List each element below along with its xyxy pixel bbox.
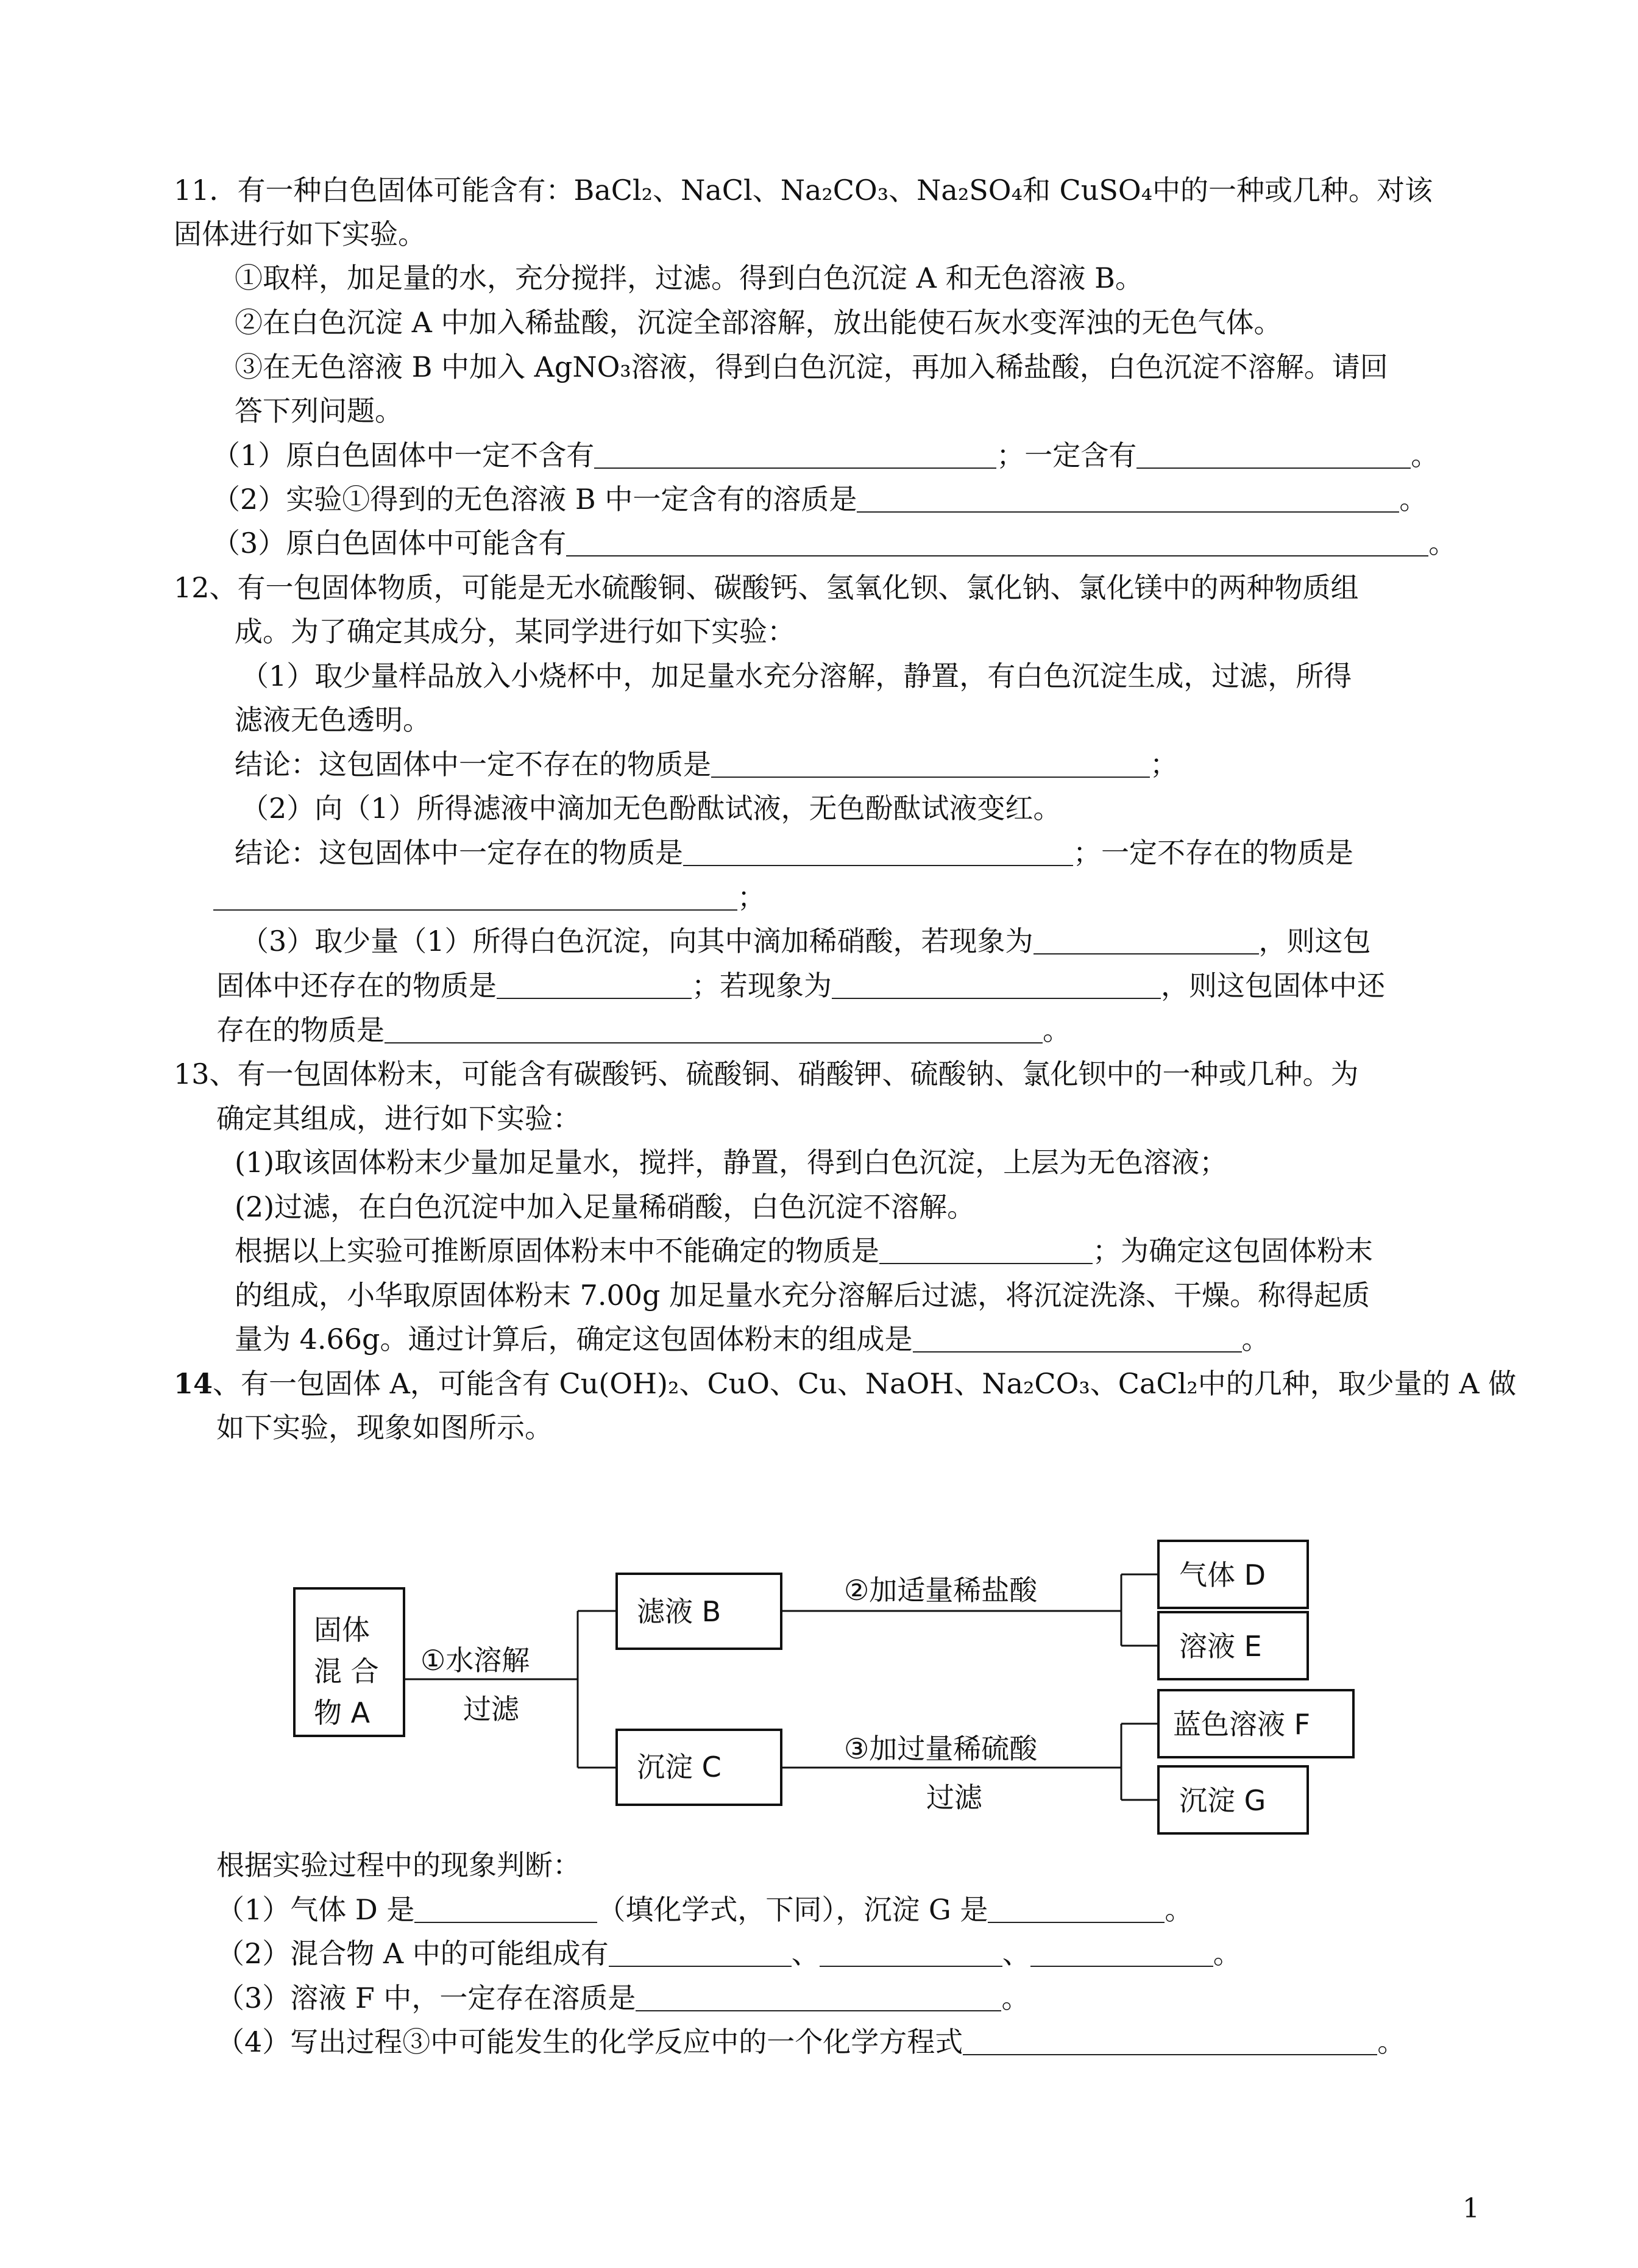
q14-a1-end: 。 [1165, 1893, 1193, 1926]
q14-intro-line2: 如下实验，现象如图所示。 [216, 1411, 553, 1444]
answer-blank[interactable] [609, 1941, 792, 1967]
q12-p3-text4: ；若现象为 [692, 969, 832, 1002]
q12-p3-text6: 存在的物质是 [216, 1014, 385, 1047]
q14-answer1 [216, 1891, 1193, 1928]
q11-step3-line1: ③在无色溶液 B 中加入 AgNO₃溶液，得到白色沉淀，再加入稀盐酸，白色沉淀不溶解。请回 [235, 350, 1388, 383]
q14-intro-text: 、有一包固体 A，可能含有 Cu(OH)₂、CuO、Cu、NaOH、Na₂CO₃、CaCl₂中的几种，取少量的 A 做 [213, 1367, 1517, 1400]
label-step1-sub: 过滤 [463, 1693, 519, 1726]
q14-a3-end: 。 [1001, 1982, 1030, 2014]
q14-a2-sep1: 、 [791, 1937, 820, 1970]
q13-intro-line2: 确定其组成，进行如下实验： [216, 1102, 581, 1135]
q11-q3-text: （3）原白色固体中可能含有 [212, 527, 567, 560]
q12-p3-text2: ，则这包 [1258, 925, 1371, 958]
q14-answer3 [216, 1980, 1029, 2016]
label-step3-sub: 过滤 [926, 1781, 982, 1814]
q12-c1-text: 结论：这包固体中一定不存在的物质是 [235, 748, 711, 781]
answer-blank[interactable] [988, 1897, 1165, 1923]
q14-a3-text: （3）溶液 F 中，一定存在溶质是 [216, 1982, 636, 2014]
q13-step1: (1)取该固体粉末少量加足量水，搅拌，静置，得到白色沉淀，上层为无色溶液； [235, 1146, 1228, 1179]
label-e: 溶液 E [1179, 1630, 1262, 1663]
label-a-line3: 物 A [314, 1696, 370, 1729]
q11-q2-end: 。 [1399, 483, 1428, 516]
answer-blank[interactable] [820, 1941, 1002, 1967]
q11-q2-text: （2）实验①得到的无色溶液 B 中一定含有的溶质是 [212, 483, 857, 516]
answer-blank[interactable] [963, 2030, 1377, 2055]
q14-a4-text: （4）写出过程③中可能发生的化学反应中的一个化学方程式 [216, 2025, 963, 2058]
q13-text-line2: 的组成，小华取原固体粉末 7.00g 加足量水充分溶解后过滤，将沉淀洗涤、干燥。称得起质 [235, 1279, 1370, 1312]
q13-t3-text: 量为 4.66g。通过计算后，确定这包固体粉末的组成是 [235, 1323, 913, 1356]
q14-number: 14 [174, 1367, 213, 1400]
q14-a1-text2: （填化学式，下同），沉淀 G 是 [597, 1893, 988, 1926]
q11-q3-end: 。 [1428, 527, 1457, 560]
page-number: 1 [1462, 2193, 1480, 2224]
q12-intro-line2: 成。为了确定其成分，某同学进行如下实验： [235, 615, 795, 648]
q14-a2-text: （2）混合物 A 中的可能组成有 [216, 1937, 609, 1970]
answer-blank[interactable] [1030, 1941, 1213, 1967]
q11-q1-text2: ；一定含有 [996, 439, 1137, 472]
q12-c2-text: 结论：这包固体中一定存在的物质是 [235, 836, 683, 869]
q13-intro-line1: 13、有一包固体粉末，可能含有碳酸钙、硫酸铜、硝酸钾、硫酸钠、氯化钡中的一种或几种。为 [174, 1058, 1359, 1090]
q11-step2: ②在白色沉淀 A 中加入稀盐酸，沉淀全部溶解，放出能使石灰水变浑浊的无色气体。 [235, 306, 1282, 339]
q12-p3-text: （3）取少量（1）所得白色沉淀，向其中滴加稀硝酸，若现象为 [241, 925, 1034, 958]
label-a-line1: 固体 [314, 1613, 370, 1646]
q12-p3-text5: ，则这包固体中还 [1161, 969, 1385, 1002]
q13-t1-text: 根据以上实验可推断原固体粉末中不能确定的物质是 [235, 1234, 879, 1267]
q11-step3-line2: 答下列问题。 [235, 394, 403, 427]
q14-a4-end: 。 [1377, 2025, 1406, 2058]
q12-c2-text2: ；一定不存在的物质是 [1073, 836, 1353, 869]
q13-t3-end: 。 [1241, 1323, 1270, 1356]
q14-answer4 [216, 2024, 1405, 2060]
q12-intro-line1: 12、有一包固体物质，可能是无水硫酸铜、碳酸钙、氢氧化钡、氯化钠、氯化镁中的两种物质组 [174, 571, 1359, 604]
answer-blank[interactable] [414, 1897, 597, 1923]
q12-c2-end: ； [737, 881, 765, 914]
label-f: 蓝色溶液 F [1173, 1708, 1311, 1741]
q12-p3-end: 。 [1043, 1014, 1071, 1047]
q11-q1-end: 。 [1411, 439, 1439, 472]
q12-part2: （2）向（1）所得滤液中滴加无色酚酞试液，无色酚酞试液变红。 [241, 792, 1062, 825]
label-d: 气体 D [1179, 1559, 1266, 1591]
q11-intro-line1: 11．有一种白色固体可能含有：BaCl₂、NaCl、Na₂CO₃、Na₂SO₄和 CuSO₄中的一种或几种。对该 [174, 174, 1433, 207]
label-step1: ①水溶解 [420, 1644, 530, 1677]
q11-intro-line2: 固体进行如下实验。 [174, 218, 426, 251]
q14-answer2 [216, 1935, 1241, 1972]
q11-step1: ①取样，加足量的水，充分搅拌，过滤。得到白色沉淀 A 和无色溶液 B。 [235, 261, 1143, 294]
q12-p3-text3: 固体中还存在的物质是 [216, 969, 497, 1002]
q13-t1-text2: ；为确定这包固体粉末 [1093, 1234, 1373, 1267]
label-b: 滤液 B [637, 1595, 722, 1628]
answer-blank[interactable] [636, 1986, 1001, 2011]
label-step3: ③加过量稀硫酸 [844, 1732, 1038, 1765]
q14-a2-sep2: 、 [1002, 1937, 1030, 1970]
q11-q1-text: （1）原白色固体中一定不含有 [212, 439, 595, 472]
q14-a2-end: 。 [1213, 1937, 1241, 1970]
q14-a1-text: （1）气体 D 是 [216, 1893, 415, 1926]
q13-step2: (2)过滤，在白色沉淀中加入足量稀硝酸，白色沉淀不溶解。 [235, 1190, 976, 1223]
q12-part1-line2: 滤液无色透明。 [235, 703, 431, 736]
label-g: 沉淀 G [1179, 1784, 1266, 1817]
q12-c1-end: ； [1150, 748, 1178, 781]
label-step2: ②加适量稀盐酸 [844, 1574, 1038, 1607]
q12-part1-line1: （1）取少量样品放入小烧杯中，加足量水充分溶解，静置，有白色沉淀生成，过滤，所得 [241, 659, 1352, 692]
label-c: 沉淀 C [637, 1751, 722, 1783]
label-a-line2: 混 合 [314, 1655, 379, 1688]
q14-lead: 根据实验过程中的现象判断： [216, 1849, 581, 1882]
